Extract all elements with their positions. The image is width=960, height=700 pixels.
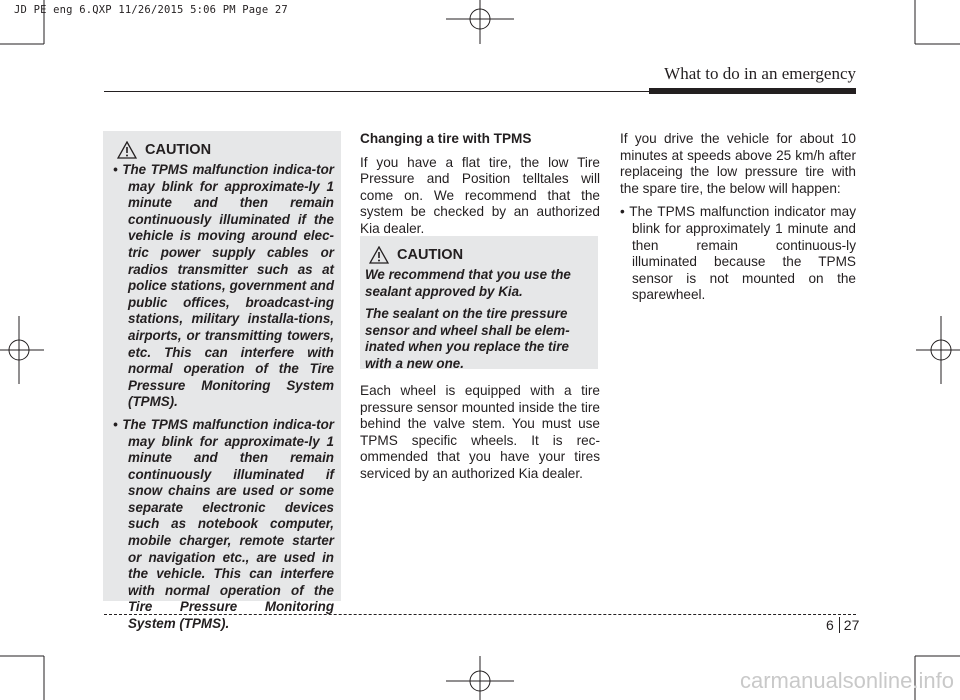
header-bar [649, 88, 856, 94]
section-title: What to do in an emergency [664, 64, 856, 83]
chapter-number: 6 [826, 617, 840, 633]
caution-list [113, 162, 334, 633]
caution-title: CAUTION [397, 247, 464, 263]
watermark: carmanualsonline.info [739, 668, 954, 693]
caution-heading [369, 246, 591, 264]
registration-mark-top [446, 0, 514, 44]
column-middle-bottom [360, 383, 600, 490]
registration-mark-bottom [446, 656, 514, 700]
intro-paragraph: If you have a flat tire, the low Tire Pressure and Position telltales will come on. We recommend that the system be checked by an authorized Kia dealer. [360, 154, 600, 236]
registration-mark-right [916, 316, 960, 384]
footer-rule [104, 614, 856, 615]
print-slug: JD PE eng 6.QXP 11/26/2015 5:06 PM Page 27 [14, 4, 288, 16]
intro-paragraph: If you drive the vehicle for about 10 minutes at speeds above 25 km/h after replaceing the low pressure tire with the spare tire, the below will happen: [620, 131, 856, 196]
registration-mark-left [0, 316, 44, 384]
caution-box-sealant [360, 236, 598, 369]
column-middle-top [360, 131, 600, 245]
caution-title: CAUTION [145, 142, 212, 158]
caution-item-device-interference: • The TPMS malfunction indica-tor may blink for approximate-ly 1 minute and then remain continuously illuminated if snow chains are used or some separate electronic devices such as notebook computer, mobile charger, remote starter or navigation etc., are used in the vehicle. This can interfere with normal operation of the Tire Pressure Monitoring System (TPMS). [113, 416, 334, 632]
caution-heading [117, 141, 334, 159]
warning-triangle-icon [369, 246, 389, 264]
page-number-value: 27 [843, 617, 860, 633]
warning-triangle-icon [117, 141, 137, 159]
section-heading: Changing a tire with TPMS [360, 131, 532, 146]
page-number [826, 617, 859, 633]
bullet-item: • The TPMS malfunction indicator may blink for approximately 1 minute and then remain continuous-ly illuminated because the TPMS sensor is not mounted on the sparewheel. [620, 204, 856, 303]
column-right [620, 131, 856, 311]
caution-paragraph: We recommend that you use the sealant approved by Kia. [365, 267, 571, 299]
caution-box-tpms-interference [103, 131, 341, 632]
caution-item-radio-interference: • The TPMS malfunction indica-tor may blink for approximate-ly 1 minute and then remain continuously illuminated if the vehicle is moving around elec-tric power supply cables or radios transmitter such as at police stations, government and public offices, broadcast-ing stations, military installa-tions, airports, or transmitting towers, etc. This can interfere with normal operation of the Tire Pressure Monitoring System (TPMS). [113, 162, 334, 410]
body-paragraph: Each wheel is equipped with a tire pressure sensor mounted inside the tire behind the valve stem. You must use TPMS specific wheels. It is rec-ommended that you have your tires serviced by an authorized Kia dealer. [360, 383, 600, 481]
caution-paragraph: The sealant on the tire pressure sensor and wheel shall be elem-inated when you replace the tire with a new one. [365, 306, 570, 371]
